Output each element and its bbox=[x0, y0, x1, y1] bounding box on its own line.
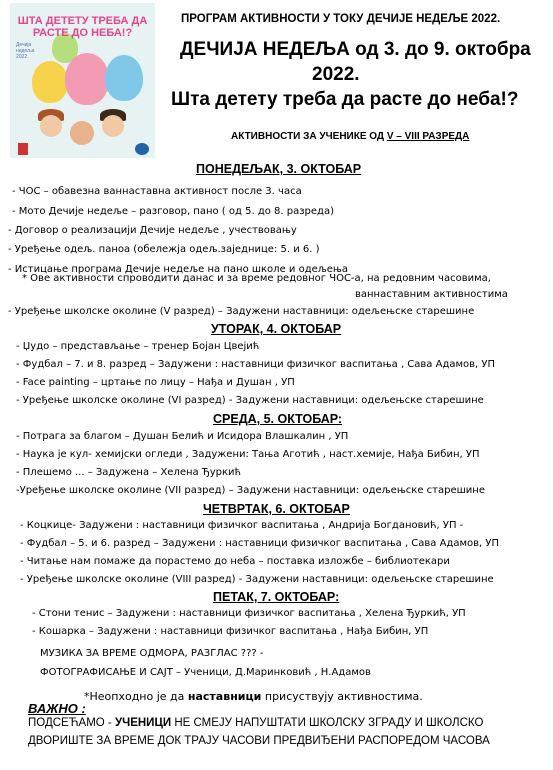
remind-post: НЕ СМЕЈУ НАПУШТАТИ ШКОЛСКУ ЗГРАДУ И ШКОЛСКО bbox=[171, 717, 484, 729]
list-item: - Уређење школске околине (VIII разред) - Задужени наставници: одељењске старешине bbox=[20, 574, 494, 585]
kid-face bbox=[70, 121, 94, 145]
list-item: - Џудо – представљање – тренер Бојан Цвејић bbox=[16, 341, 260, 352]
important-heading: ВАЖНО : bbox=[28, 701, 86, 716]
activities-grades: V – VIII РАЗРЕДА bbox=[386, 131, 470, 142]
page-title: ДЕЧИЈА НЕДЕЉА од 3. до 9. октобра bbox=[180, 39, 531, 60]
necessary-note bbox=[84, 690, 423, 703]
day-heading-monday: ПОНЕДЕЉАК, 3. ОКТОБАР bbox=[196, 162, 362, 176]
list-item: -Уређење школске околине (VII разред) – Задужени наставници: одељењске старешине bbox=[16, 485, 485, 496]
list-item: - Потрага за благом – Душан Белић и Исидора Влашкалин , УП bbox=[16, 431, 349, 442]
monday-note: * Ове активности спроводити данас и за време редовног ЧОС-а, на редовним часовима, bbox=[22, 273, 491, 284]
list-item: - Плешемо ... – Задужена – Хелена Ђуркић bbox=[16, 467, 242, 478]
list-item: - Коцкице- Задужени : наставници физичког васпитања , Андрија Богдановић, УП - bbox=[20, 520, 464, 531]
list-item: - Читање нам помаже да порастемо до неба – поставка изложбе – библиотекари bbox=[20, 556, 450, 567]
necessary-bold: наставници bbox=[187, 690, 262, 703]
list-item: - Уређење одељ. паноа (обележја одељ.заједнице: 5. и 6. ) bbox=[8, 244, 320, 255]
balloon-shape bbox=[105, 55, 143, 101]
poster-subtitle: Дечија недеља 2022. bbox=[16, 42, 35, 60]
list-item: - Уређење школске околине (VI разред) - Задужени наставници: одељењске старешине bbox=[16, 395, 484, 406]
necessary-pre: *Неопходно је да bbox=[84, 690, 188, 703]
list-item: - Мото Дечије недеље – разговор, пано ( од 5. до 8. разреда) bbox=[12, 206, 334, 217]
poster-image bbox=[10, 3, 155, 158]
list-item: - Договор о реализацији Дечије недеље , учествовању bbox=[8, 225, 297, 236]
list-item: - ЧОС – обавезна ваннаставна активност после 3. часа bbox=[12, 186, 302, 197]
balloon-shape bbox=[32, 61, 68, 103]
day-heading-wednesday: СРЕДА, 5. ОКТОБАР: bbox=[213, 412, 343, 426]
list-item: - Кошарка – Задужени : наставници физичког васпитања , Нађа Бибин, УП bbox=[32, 626, 429, 637]
remind-bold: УЧЕНИЦИ bbox=[114, 717, 172, 729]
list-item: - Уређење школске околине (V разред) – Задужени наставници: одељењске старешине bbox=[8, 306, 475, 317]
program-heading: ПРОГРАМ АКТИВНОСТИ У ТОКУ ДЕЧИЈЕ НЕДЕЉЕ 2022. bbox=[181, 13, 501, 25]
balloon-shape bbox=[65, 53, 109, 105]
organization-logo bbox=[135, 143, 149, 155]
list-item: - Стони тенис – Задужени : наставници физичког васпитања , Хелена Ђуркић, УП bbox=[32, 608, 466, 619]
kid-face bbox=[102, 115, 124, 137]
list-item: - Фудбал – 5. и 6. разред – Задужени : наставници физичког васпитања , Сава Адамов, УП bbox=[20, 538, 500, 549]
page-title-year: 2022. bbox=[312, 64, 360, 85]
day-heading-thursday: ЧЕТВРТАК, 6. ОКТОБАР bbox=[203, 502, 350, 516]
reminder-line-2: ДВОРИШТЕ ЗА ВРЕМЕ ДОК ТРАЈУ ЧАСОВИ ПРЕДВИЂЕНИ РАСПОРЕДОМ ЧАСОВА bbox=[28, 735, 490, 747]
remind-pre: ПОДСЕЋАМО - bbox=[28, 717, 115, 729]
kid-face bbox=[40, 115, 62, 137]
monday-note-cont: ваннаставним активностима bbox=[355, 289, 508, 300]
coat-of-arms-logo bbox=[18, 143, 28, 155]
slogan: Шта детету треба да расте до неба!? bbox=[171, 89, 519, 110]
list-item: - Истицање програма Дечије недеље на пано школе и одељења bbox=[8, 264, 349, 275]
day-heading-tuesday: УТОРАК, 4. ОКТОБАР bbox=[211, 322, 342, 336]
music-note: МУЗИКА ЗА ВРЕМЕ ОДМОРА, РАЗГЛАС ??? - bbox=[40, 648, 264, 659]
activities-prefix: АКТИВНОСТИ ЗА УЧЕНИКЕ ОД bbox=[231, 131, 387, 142]
photo-note: ФОТОГРАФИСАЊЕ И САЈТ – Ученици, Д.Маринковић , Н.Адамов bbox=[40, 667, 371, 678]
necessary-post: присуствују активностима. bbox=[261, 690, 423, 703]
list-item: - Фудбал – 7. и 8. разред – Задужени : наставници физичког васпитања , Сава Адамов, УП bbox=[16, 359, 496, 370]
activities-subheading bbox=[231, 131, 469, 142]
list-item: - Face painting – цртање по лицу – Нађа и Душан , УП bbox=[16, 377, 295, 388]
reminder-line bbox=[28, 717, 483, 729]
day-heading-friday: ПЕТАК, 7. ОКТОБАР: bbox=[213, 590, 340, 604]
poster-title: ШТА ДЕТЕТУ ТРЕБА ДА РАСТЕ ДО НЕБА!? bbox=[17, 15, 148, 39]
list-item: - Наука је кул- хемијски огледи , Задужени: Тања Аготић , наст.хемије, Нађа Бибин, УП bbox=[16, 449, 480, 460]
